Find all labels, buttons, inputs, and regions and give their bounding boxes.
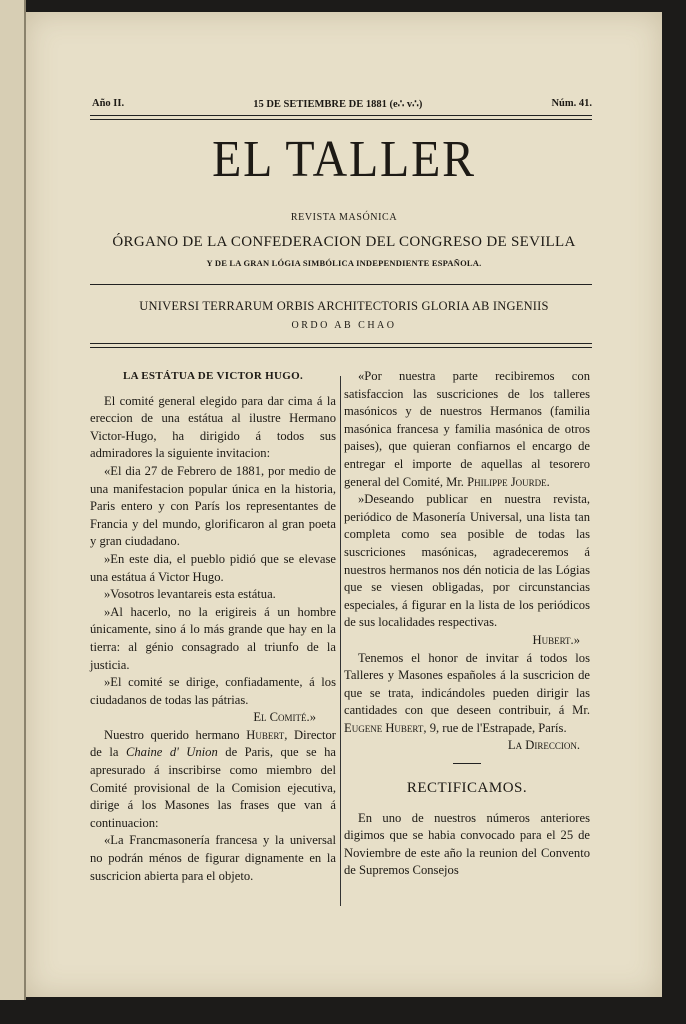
motto: UNIVERSI TERRARUM ORBIS ARCHITECTORIS GLORIA AB INGENIIS bbox=[139, 299, 549, 313]
paragraph: »En este dia, el pueblo pidió que se elevase una estátua á Victor Hugo. bbox=[90, 551, 336, 584]
paragraph: »Deseando publicar en nuestra revista, periódico de Masonería Universal, una lista tan completa como sea posible de todas las suscriciones masónicas, agradeceremos á nuestros hermanos nos dén noticia de las Lógias que se viesen obligadas, por circunstancias especiales, á figurar en la lista de los periódicos de sus localidades respectivas. bbox=[344, 492, 590, 630]
paragraph: El comité general elegido para dar cima á la ereccion de una estátua al ilustre Hermano Victor-Hugo, ha dirigido á todos sus admiradores la siguiente invitacion: bbox=[90, 393, 336, 461]
section-separator bbox=[453, 763, 481, 764]
header-rule-top bbox=[90, 115, 592, 116]
text-run: . bbox=[546, 474, 550, 489]
signature-direccion: La Direccion. bbox=[507, 738, 580, 753]
paragraph: »Vosotros levantareis esta estátua. bbox=[104, 587, 276, 602]
right-column bbox=[344, 368, 590, 880]
publication-name: Chaine d' Union bbox=[125, 745, 218, 760]
person-name: Philippe Jourde bbox=[467, 474, 547, 489]
person-name: Eugene Hubert bbox=[344, 720, 424, 735]
column-divider bbox=[340, 376, 341, 906]
signature-comite: El Comité.» bbox=[253, 710, 316, 725]
issue-header bbox=[92, 98, 592, 110]
text-run: Tenemos el honor de invitar á todos los Talleres y Masones españoles á la suscricion de que se trata, indicándoles pueden dirigir las cantidades con que deseen contribuir, á Mr. bbox=[344, 650, 590, 718]
publication-gran-logia: Y DE LA GRAN LÓGIA SIMBÓLICA INDEPENDIENTE ESPAÑOLA. bbox=[206, 258, 482, 268]
header-rule-bottom bbox=[90, 119, 592, 120]
left-column bbox=[90, 368, 336, 885]
text-run: , Director de la bbox=[90, 727, 336, 760]
text-run: Nuestro querido hermano bbox=[104, 727, 247, 742]
text-run: , 9, rue de l'Estrapade, París. bbox=[423, 720, 567, 735]
paragraph: En uno de nuestros números anteriores digimos que se habia convocado para el 25 de Noviembre de este año la reunion del Convento de Supremos Consejos bbox=[344, 810, 590, 878]
previous-page-edge bbox=[0, 0, 26, 1000]
publication-organ: ÓRGANO DE LA CONFEDERACION DEL CONGRESO DE SEVILLA bbox=[112, 234, 576, 250]
article-heading-rectificamos: RECTIFICAMOS. bbox=[406, 780, 528, 797]
paragraph bbox=[344, 650, 590, 738]
publication-title: EL TALLER bbox=[212, 131, 476, 188]
issue-date: 15 DE SETIEMBRE DE 1881 (e∴ v∴) bbox=[253, 99, 423, 110]
paragraph: «La Francmasonería francesa y la universal no podrán ménos de figurar dignamente en la suscricion abierta para el objeto. bbox=[90, 833, 336, 883]
newspaper-page bbox=[26, 12, 662, 997]
paragraph: »Al hacerlo, no la erigireis á un hombre únicamente, sino á lo más grande que hay en la tierra: al génio consagrado al triunfo de la justicia. bbox=[90, 604, 336, 672]
paragraph: »El comité se dirige, confiadamente, á los ciudadanos de todas las pátrias. bbox=[90, 675, 336, 707]
publication-subtitle: REVISTA MASÓNICA bbox=[290, 212, 398, 223]
ordo-ab-chao: ORDO AB CHAO bbox=[291, 320, 397, 331]
content-rule-bottom bbox=[90, 347, 592, 348]
paragraph: «El dia 27 de Febrero de 1881, por medio de una manifestacion popular única en la historia, Paris entero y con París los representantes de Francia y del mundo, glorificaron al gran poeta y gran ciudadano. bbox=[90, 463, 336, 549]
text-run: «Por nuestra parte recibiremos con satisfaccion las suscriciones de los talleres masónicos y de nuestros Hermanos (familia masónica francesa y familia masónica de otros paises), que quieran confiarnos el encargo de entregar el importe de aquellas al tesorero general del Comité, Mr. bbox=[344, 369, 590, 489]
issue-number: Núm. 41. bbox=[551, 98, 592, 109]
article-heading-victor-hugo: LA ESTÁTUA DE VICTOR HUGO. bbox=[122, 370, 304, 382]
masthead-rule bbox=[90, 284, 592, 285]
text-run: de Paris, que se ha apresurado á inscribirse como miembro del Comité provisional de la Comision ejecutiva, dirige á los Masones las frases que van á continuacion: bbox=[90, 745, 336, 830]
issue-year: Año II. bbox=[92, 98, 125, 109]
signature-hubert: Hubert.» bbox=[532, 632, 580, 647]
paragraph bbox=[344, 368, 590, 491]
person-name: Hubert bbox=[246, 727, 285, 742]
paragraph bbox=[90, 727, 336, 833]
content-rule-top bbox=[90, 343, 592, 344]
